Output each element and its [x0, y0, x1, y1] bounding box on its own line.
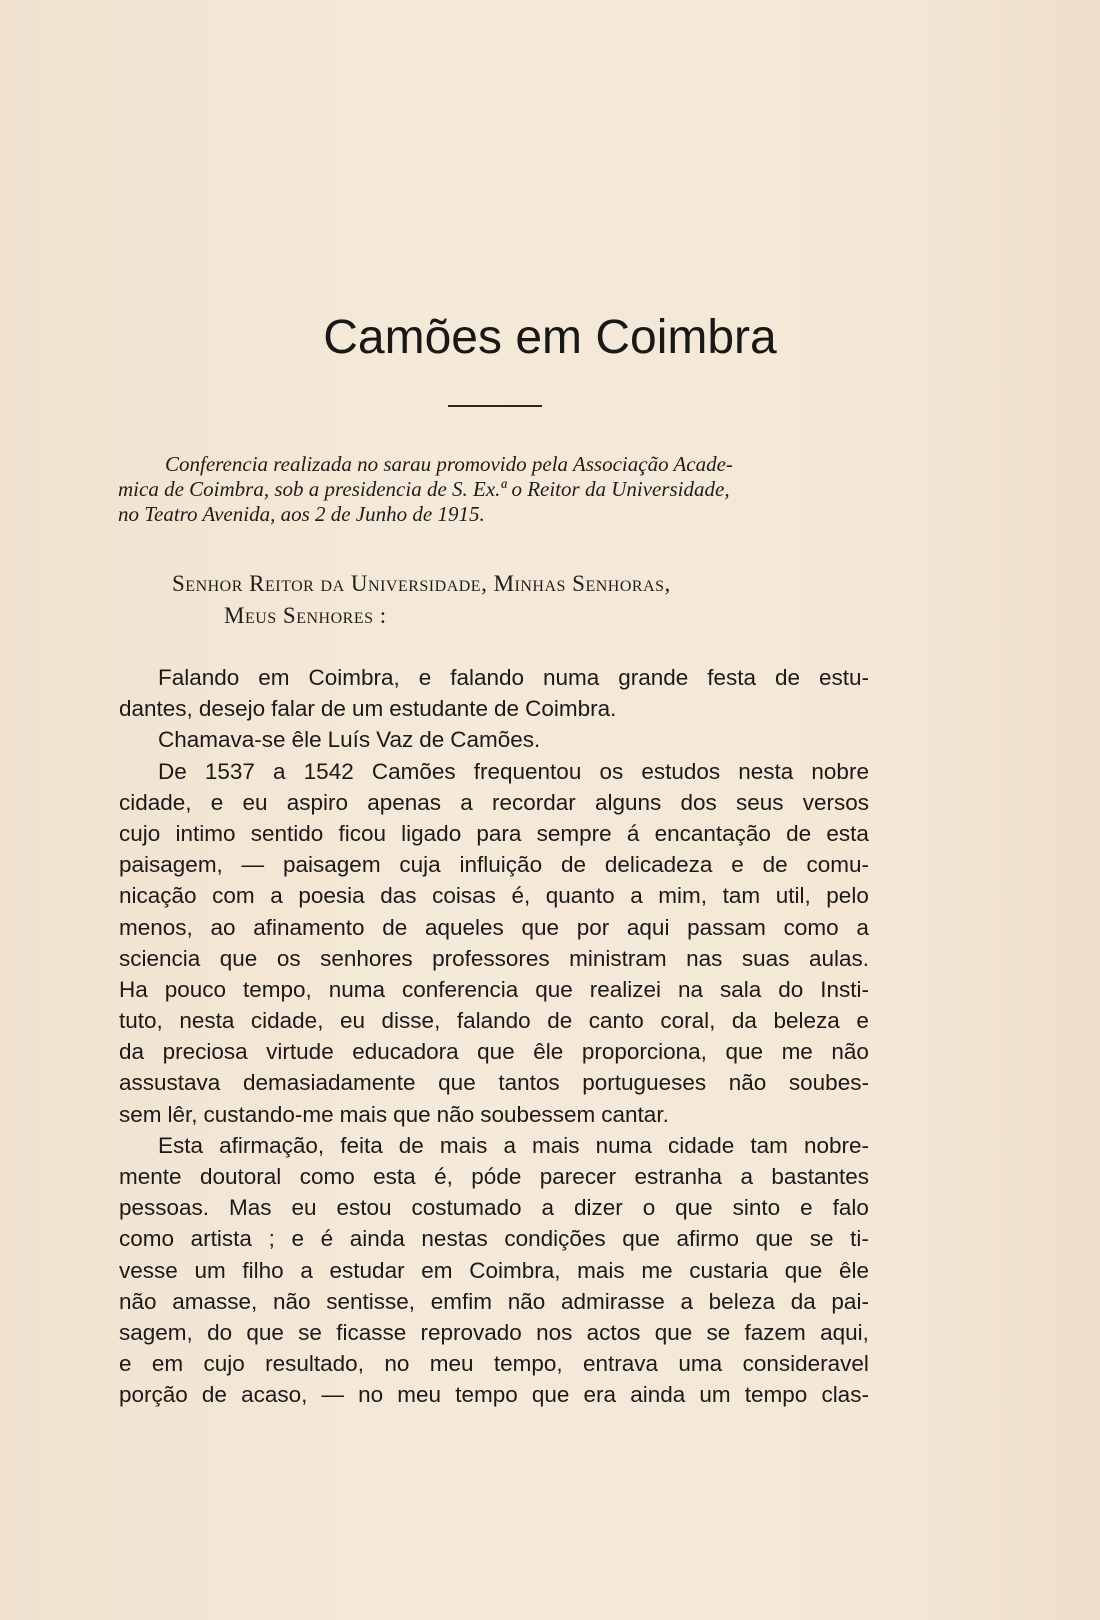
body-line: cidade, e eu aspiro apenas a recordar alguns dos seus versos [119, 789, 869, 815]
lecture-note-line: no Teatro Avenida, aos 2 de Junho de 1915. [118, 502, 485, 526]
body-line: da preciosa virtude educadora que êle proporciona, que me não [119, 1039, 869, 1065]
body-line: assustava demasiadamente que tantos portugueses não soubes- [119, 1070, 869, 1096]
body-line: Ha pouco tempo, numa conferencia que realizei na sala do Insti- [119, 976, 869, 1002]
body-line: Esta afirmação, feita de mais a mais numa cidade tam nobre- [158, 1132, 869, 1158]
body-line: dantes, desejo falar de um estudante de Coimbra. [119, 696, 617, 722]
body-line: pessoas. Mas eu estou costumado a dizer o que sinto e falo [119, 1195, 869, 1221]
body-line: como artista ; e é ainda nestas condições que afirmo que se ti- [119, 1226, 869, 1252]
body-line: sem lêr, custando-me mais que não soubessem cantar. [119, 1101, 669, 1127]
lecture-note-line: mica de Coimbra, sob a presidencia de S. Ex.ª o Reitor da Universidade, [118, 477, 730, 501]
lecture-note [118, 452, 868, 527]
body-line: vesse um filho a estudar em Coimbra, mais me custaria que êle [119, 1257, 869, 1283]
body-line: De 1537 a 1542 Camões frequentou os estudos nesta nobre [158, 758, 869, 784]
salutation [172, 568, 671, 632]
body-line: tuto, nesta cidade, eu disse, falando de canto coral, da beleza e [119, 1008, 869, 1034]
body-line: Chamava-se êle Luís Vaz de Camões. [158, 727, 541, 753]
body-text [119, 662, 869, 1411]
body-line: nicação com a poesia das coisas é, quanto a mim, tam util, pelo [119, 883, 869, 909]
chapter-title: Camões em Coimbra [323, 311, 777, 364]
body-line: Falando em Coimbra, e falando numa grande festa de estu- [158, 665, 869, 690]
body-line: sagem, do que se ficasse reprovado nos actos que se fazem aqui, [119, 1319, 869, 1345]
body-line: paisagem, — paisagem cuja influição de delicadeza e de comu- [119, 852, 869, 878]
body-line: sciencia que os senhores professores ministram nas suas aulas. [119, 945, 869, 971]
salutation-line: Senhor Reitor da Universidade, Minhas Senhoras, [172, 571, 671, 596]
body-line: não amasse, não sentisse, emfim não admirasse a beleza da pai- [119, 1288, 869, 1314]
body-line: mente doutoral como esta é, póde parecer estranha a bastantes [119, 1164, 869, 1189]
title-divider [448, 405, 542, 407]
body-line: menos, ao afinamento de aqueles que por aqui passam como a [119, 914, 869, 940]
body-line: e em cujo resultado, no meu tempo, entrava uma consideravel [119, 1351, 869, 1377]
body-line: porção de acaso, — no meu tempo que era ainda um tempo clas- [119, 1382, 869, 1408]
salutation-line: Meus Senhores : [224, 603, 387, 628]
lecture-note-line: Conferencia realizada no sarau promovido pela Associação Acade- [165, 452, 733, 476]
body-line: cujo intimo sentido ficou ligado para sempre á encantação de esta [119, 820, 869, 846]
